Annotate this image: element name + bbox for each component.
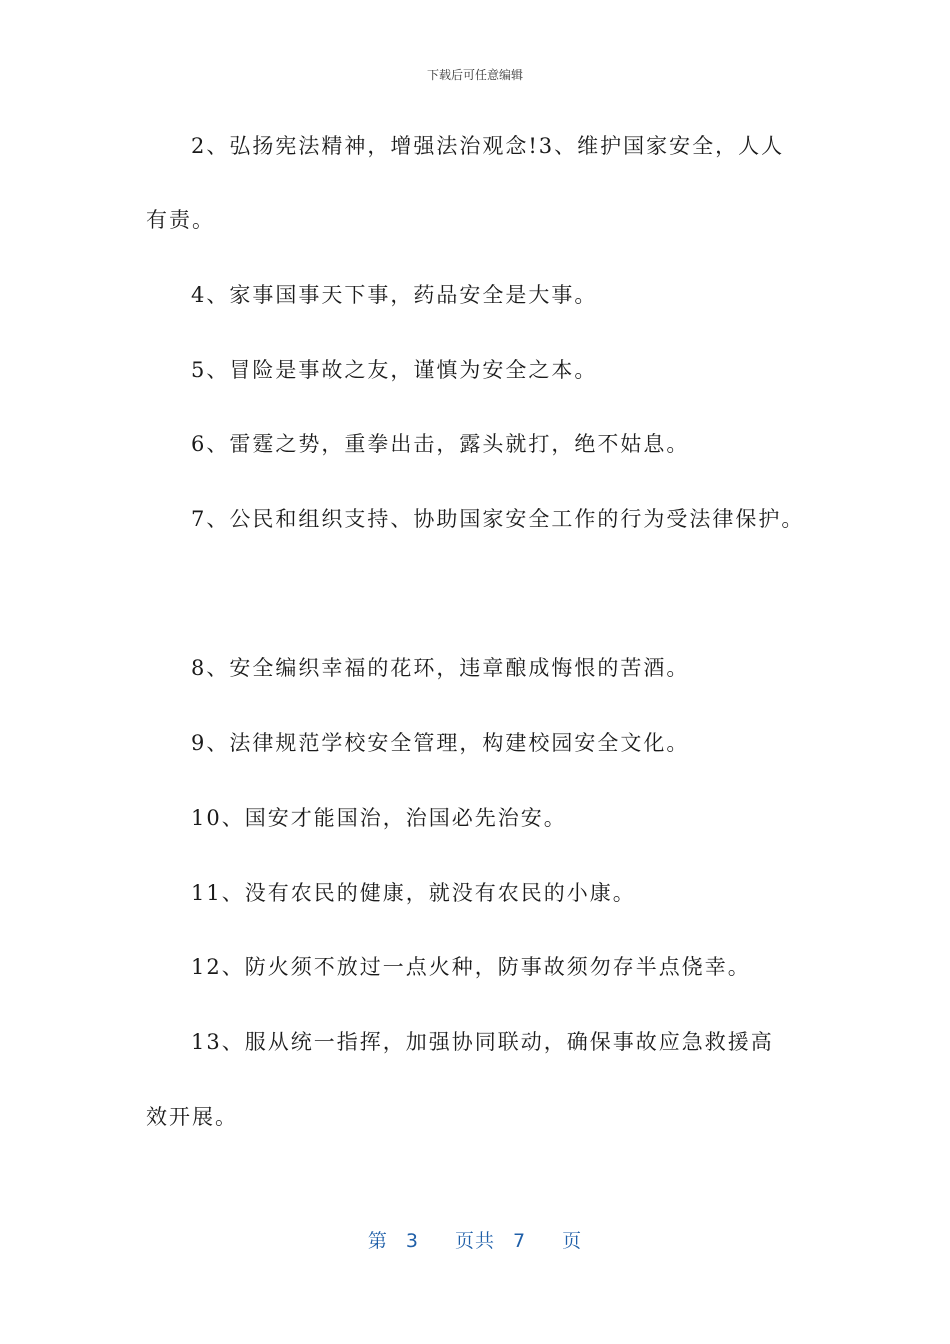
text-line-1: 2、弘扬宪法精神，增强法治观念!3、维护国家安全，人人	[191, 134, 785, 158]
text-line-2: 有责。	[146, 208, 215, 232]
footer-suffix: 页	[562, 1230, 583, 1252]
page-number-footer	[0, 1226, 950, 1253]
text-line-9: 10、国安才能国治，治国必先治安。	[191, 806, 567, 830]
text-line-11: 12、防火须不放过一点火种，防事故须勿存半点侥幸。	[191, 955, 751, 979]
footer-current-page: 3	[405, 1230, 419, 1252]
text-line-7: 8、安全编织幸福的花环，违章酿成悔恨的苦酒。	[191, 656, 690, 680]
text-line-6: 7、公民和组织支持、协助国家安全工作的行为受法律保护。	[191, 507, 805, 531]
footer-prefix: 第	[367, 1230, 388, 1252]
header-note: 下载后可任意编辑	[426, 68, 523, 82]
text-line-12: 13、服从统一指挥，加强协同联动，确保事故应急救援高	[191, 1030, 774, 1054]
text-line-5: 6、雷霆之势，重拳出击，露头就打，绝不姑息。	[191, 432, 690, 456]
footer-total-pages: 7	[513, 1230, 527, 1252]
text-line-13: 效开展。	[146, 1105, 238, 1129]
text-line-8: 9、法律规范学校安全管理，构建校园安全文化。	[191, 731, 690, 755]
text-line-10: 11、没有农民的健康，就没有农民的小康。	[191, 881, 636, 905]
footer-mid: 页共	[454, 1230, 495, 1252]
text-line-3: 4、家事国事天下事，药品安全是大事。	[191, 283, 598, 307]
text-line-4: 5、冒险是事故之友，谨慎为安全之本。	[191, 358, 598, 382]
